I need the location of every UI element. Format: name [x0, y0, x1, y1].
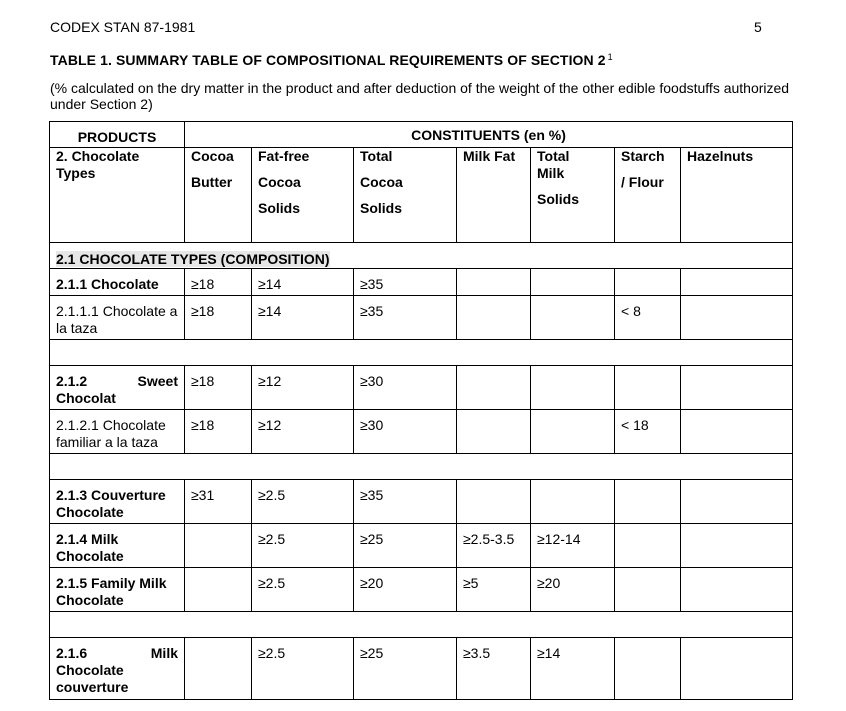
table-title-text: TABLE 1. SUMMARY TABLE OF COMPOSITIONAL REQUIREMENTS OF SECTION 2: [50, 52, 606, 68]
row-product-name: 2.1.5 Family Milk Chocolate: [50, 568, 185, 612]
cell-fat-free-cocoa-solids: ≥2.5: [252, 480, 354, 524]
spacer-row: [50, 340, 793, 366]
spacer-cell: [50, 612, 793, 638]
table-row: [50, 366, 793, 410]
cell-milk-fat: ≥5: [457, 568, 531, 612]
cell-hazelnuts: [681, 366, 793, 410]
cell-total-cocoa-solids: ≥35: [354, 480, 457, 524]
products-header: PRODUCTS: [50, 122, 185, 148]
table-note: (% calculated on the dry matter in the product and after deduction of the weight of the other edible foodstuffs authorized under Section 2): [50, 80, 790, 112]
cell-total-cocoa-solids: ≥35: [354, 269, 457, 296]
cell-starch-flour: [615, 568, 681, 612]
row-product-name: 2.1.2.1 Chocolate familiar a la taza: [50, 410, 185, 454]
row-product-name: 2.1.4 Milk Chocolate: [50, 524, 185, 568]
spacer-row: [50, 454, 793, 480]
table-row: [50, 638, 793, 700]
table-title: [50, 52, 613, 68]
cell-milk-fat: ≥3.5: [457, 638, 531, 700]
spacer-row: [50, 612, 793, 638]
cell-starch-flour: < 18: [615, 410, 681, 454]
cell-milk-fat: ≥2.5-3.5: [457, 524, 531, 568]
cell-total-milk-solids: [531, 480, 615, 524]
cell-starch-flour: [615, 480, 681, 524]
cell-fat-free-cocoa-solids: ≥2.5: [252, 524, 354, 568]
cell-cocoa-butter: ≥18: [185, 410, 252, 454]
cell-total-milk-solids: ≥20: [531, 568, 615, 612]
col-cocoa-butter: Cocoa Butter: [185, 148, 252, 243]
cell-total-cocoa-solids: ≥30: [354, 410, 457, 454]
cell-fat-free-cocoa-solids: ≥2.5: [252, 568, 354, 612]
cell-hazelnuts: [681, 568, 793, 612]
table-row: [50, 480, 793, 524]
cell-hazelnuts: [681, 480, 793, 524]
row-product-name: 2.1.3 Couverture Chocolate: [50, 480, 185, 524]
cell-milk-fat: [457, 296, 531, 340]
cell-total-cocoa-solids: ≥20: [354, 568, 457, 612]
cell-fat-free-cocoa-solids: ≥2.5: [252, 638, 354, 700]
cell-cocoa-butter: [185, 568, 252, 612]
row-product-name: 2.1.1 Chocolate: [50, 269, 185, 296]
footnote-mark: 1: [607, 52, 613, 62]
col-total-cocoa-solids: Total Cocoa Solids: [354, 148, 457, 243]
page-number: 5: [754, 19, 762, 35]
col-hazelnuts: Hazelnuts: [681, 148, 793, 243]
cell-starch-flour: < 8: [615, 296, 681, 340]
col-total-milk-solids: Total Milk Solids: [531, 148, 615, 243]
cell-total-cocoa-solids: ≥35: [354, 296, 457, 340]
row-product-name: 2.1.1.1 Chocolate a la taza: [50, 296, 185, 340]
cell-starch-flour: [615, 269, 681, 296]
cell-total-milk-solids: [531, 366, 615, 410]
constituents-header: CONSTITUENTS (en %): [185, 122, 793, 148]
cell-milk-fat: [457, 410, 531, 454]
row-product-name: 2.1.6 Milk Chocolate couverture: [50, 638, 185, 700]
cell-total-cocoa-solids: ≥25: [354, 638, 457, 700]
cell-hazelnuts: [681, 296, 793, 340]
cell-cocoa-butter: ≥18: [185, 366, 252, 410]
cell-cocoa-butter: [185, 524, 252, 568]
cell-fat-free-cocoa-solids: ≥14: [252, 269, 354, 296]
cell-milk-fat: [457, 480, 531, 524]
cell-milk-fat: [457, 366, 531, 410]
column-header-row: [50, 148, 793, 243]
cell-milk-fat: [457, 269, 531, 296]
col-milk-fat: Milk Fat: [457, 148, 531, 243]
chocolate-types-header: 2. Chocolate Types: [50, 148, 185, 243]
cell-total-milk-solids: [531, 296, 615, 340]
cell-cocoa-butter: [185, 638, 252, 700]
table-header-row: [50, 122, 793, 148]
cell-total-milk-solids: [531, 269, 615, 296]
table-row: [50, 524, 793, 568]
cell-total-milk-solids: ≥14: [531, 638, 615, 700]
cell-cocoa-butter: ≥18: [185, 269, 252, 296]
cell-total-milk-solids: ≥12-14: [531, 524, 615, 568]
table-row: [50, 269, 793, 296]
cell-starch-flour: [615, 366, 681, 410]
cell-fat-free-cocoa-solids: ≥14: [252, 296, 354, 340]
cell-fat-free-cocoa-solids: ≥12: [252, 366, 354, 410]
cell-hazelnuts: [681, 269, 793, 296]
cell-starch-flour: [615, 524, 681, 568]
cell-cocoa-butter: ≥18: [185, 296, 252, 340]
cell-total-milk-solids: [531, 410, 615, 454]
spacer-cell: [50, 340, 793, 366]
table-row: [50, 568, 793, 612]
row-product-name: 2.1.2 Sweet Chocolat: [50, 366, 185, 410]
col-fat-free-cocoa-solids: Fat-free Cocoa Solids: [252, 148, 354, 243]
section-heading: 2.1 CHOCOLATE TYPES (COMPOSITION): [50, 243, 793, 269]
section-row: [50, 243, 793, 269]
cell-total-cocoa-solids: ≥30: [354, 366, 457, 410]
cell-hazelnuts: [681, 638, 793, 700]
cell-fat-free-cocoa-solids: ≥12: [252, 410, 354, 454]
document-code: CODEX STAN 87-1981: [50, 19, 196, 35]
table-row: [50, 296, 793, 340]
col-starch-flour: Starch / Flour: [615, 148, 681, 243]
table-row: [50, 410, 793, 454]
cell-hazelnuts: [681, 410, 793, 454]
composition-table: [49, 121, 793, 700]
cell-cocoa-butter: ≥31: [185, 480, 252, 524]
spacer-cell: [50, 454, 793, 480]
cell-hazelnuts: [681, 524, 793, 568]
cell-total-cocoa-solids: ≥25: [354, 524, 457, 568]
cell-starch-flour: [615, 638, 681, 700]
